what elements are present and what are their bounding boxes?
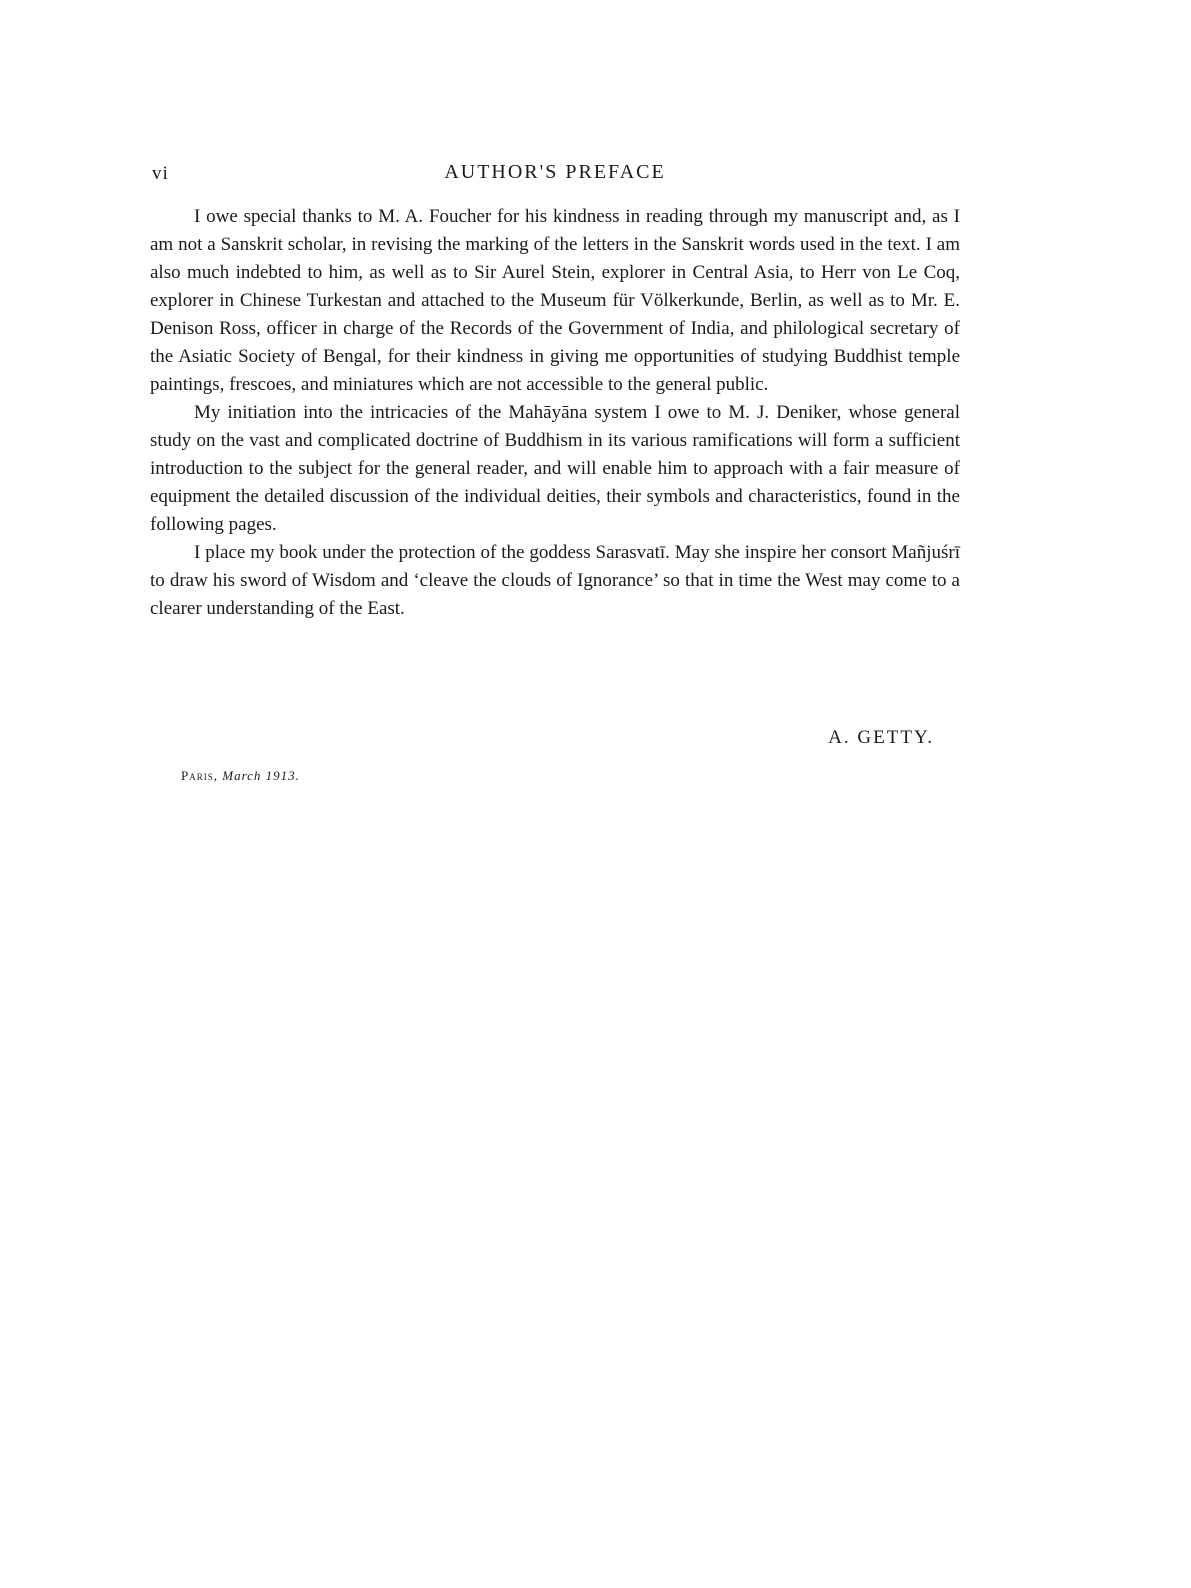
dateline bbox=[181, 768, 300, 784]
running-title: AUTHOR'S PREFACE bbox=[444, 161, 666, 183]
paragraph-acknowledgements: I owe special thanks to M. A. Foucher for his kindness in reading through my manuscript and, as I am not a Sanskrit scholar, in revising the marking of the letters in the Sanskrit words used in the text. I am also much indebted to him, as well as to Sir Aurel Stein, explorer in Central Asia, to Herr von Le Coq, explorer in Chinese Turkestan and attached to the Museum für Völkerkunde, Berlin, as well as to Mr. E. Denison Ross, officer in charge of the Records of the Government of India, and philological secretary of the Asiatic Society of Bengal, for their kindness in giving me opportunities of studying Buddhist temple paintings, frescoes, and miniatures which are not accessible to the general public. bbox=[150, 206, 960, 395]
dateline-place: Paris, bbox=[181, 768, 218, 783]
dateline-date: March 1913. bbox=[222, 768, 300, 783]
paragraph-initiation: My initiation into the intricacies of the Mahāyāna system I owe to M. J. Deniker, whose general study on the vast and complicated doctrine of Buddhism in its various ramifications will form a sufficient introduction to the subject for the general reader, and will enable him to approach with a fair measure of equipment the detailed discussion of the individual deities, their symbols and characteristics, found in the following pages. bbox=[150, 402, 960, 535]
page-header bbox=[150, 157, 960, 191]
paragraph-dedication: I place my book under the protection of the goddess Sarasvatī. May she inspire her consort Mañjuśrī to draw his sword of Wisdom and ‘cleave the clouds of Ignorance’ so that in time the West may come to a clearer understanding of the East. bbox=[150, 542, 960, 619]
preface-body bbox=[150, 203, 960, 623]
page-number: vi bbox=[152, 163, 169, 184]
author-signature: A. GETTY. bbox=[828, 727, 934, 748]
